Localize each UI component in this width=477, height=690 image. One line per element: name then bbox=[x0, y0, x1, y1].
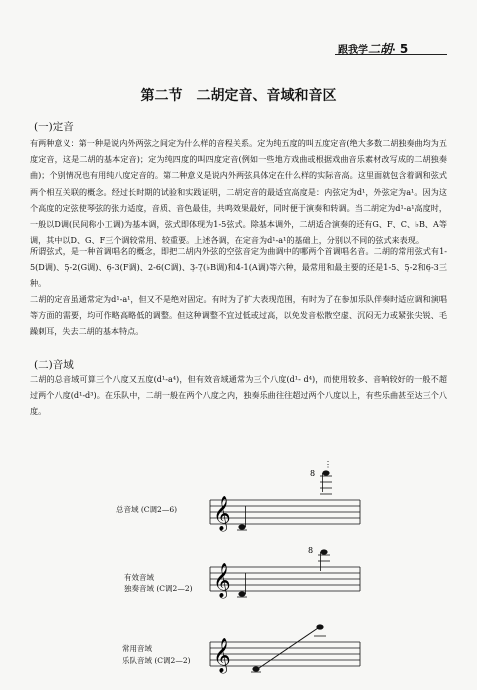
example-label-total-range: 总音域 (C调2—6) bbox=[116, 505, 178, 514]
header-brand: 二胡 bbox=[368, 42, 393, 56]
svg-text:⋮: ⋮ bbox=[324, 460, 332, 469]
header-separator: · bbox=[392, 45, 396, 56]
header-book-name: 跟我学 bbox=[338, 45, 368, 56]
staff-common-range bbox=[200, 618, 380, 688]
subsection-heading-range: (二)音域 bbox=[34, 359, 74, 371]
note-low-d bbox=[238, 591, 245, 596]
note-low-d bbox=[238, 524, 245, 529]
section-title: 第二节 二胡定音、音域和音区 bbox=[140, 88, 337, 104]
subsection-heading-tuning: (一)定音 bbox=[34, 121, 74, 133]
note-high-d bbox=[316, 624, 323, 629]
example-label-solo-range: 独奏音域 (C调2—2) bbox=[124, 584, 193, 593]
paragraph-range: 二胡的总音域可算三个八度又五度(d¹-a⁴)，但有效音域通常为三个八度(d¹- d⁴)，而使用较多、音响较好的一般不超过两个八度(d¹-d³)。在乐队中，二胡一般在两个八度之内，独奏乐曲往往超过两个八度以上，有些乐曲甚至达三个八度。 bbox=[30, 374, 447, 417]
page-number: 5 bbox=[399, 42, 409, 56]
paragraph-tuning-adjustment: 二胡的定音虽通常定为d¹-a¹，但又不是绝对固定。有时为了扩大表现范围，有时为了在参加乐队伴奏时适应调和演唱等方面的需要，均可作略高略低的调整。但这种调整不宜过低或过高，以免发音松散空虚、沉闷无力或紧张尖锐、毛躁刺耳，失去二胡的基本特点。 bbox=[30, 294, 447, 337]
example-label-common-range: 常用音域 bbox=[122, 644, 152, 653]
example-label-orchestra-range: 乐队音域 (C调2—2) bbox=[122, 656, 191, 665]
paragraph-string-modes: 所谓弦式，是一种首调唱名的概念，即把二胡内外弦的空弦音定为曲调中的哪两个首调唱名音。二胡的常用弦式有1-5(D调)、5̣-2(G调)、6̣-3(F调)、2-6(C调)、3̣-7̣(♭B调)和4-1(A调)等六种，最常用和最主要的还是1-5、5̣-2和6̣-3三种。 bbox=[30, 246, 447, 289]
treble-clef-icon: 𝄞 bbox=[213, 638, 231, 673]
example-label-effective-range: 有效音域 bbox=[124, 573, 154, 582]
paragraph-tuning-meaning: 有两种意义：第一种是说内外两弦之间定为什么样的音程关系。定为纯五度的叫五度定音(绝大多数二胡独奏曲均为五度定音，这是二胡的基本定音)；定为纯四度的叫四度定音(例如一些地方戏曲或根据戏曲音乐素材改写成的二胡独奏曲)；个别情况也有用纯八度定音的。第二种意义是说内外两弦具体定在什么样的实际音高。这里面就包含着调和弦式两个相互关联的概念。经过长时期的试验和实践证明，二胡定音的最适宜高度是：内弦定为d¹，外弦定为a¹。因为这个高度的定弦使琴弦的张力适度，音质、音色最佳，共鸣效果最好，同时便于演奏和转调。当二胡定为d¹-a¹高度时，一般以D调(民间称小工调)为基本调，弦式即体现为1-5弦式。除基本调外，二胡适合演奏的还有G、F、C、♭B、A等调，其中以D、G、F三个调较常用、较重要。上述各调，在定音为d¹-a¹的基础上，分别以不同的弦式来表现。 bbox=[30, 138, 447, 246]
staff-effective-range bbox=[200, 545, 380, 615]
note-high-a bbox=[322, 470, 329, 475]
ottava-mark: 8 bbox=[308, 546, 314, 555]
staff-total-range bbox=[200, 460, 380, 550]
header-rule bbox=[335, 54, 447, 55]
ottava-mark: 8 bbox=[310, 469, 316, 478]
treble-clef-icon: 𝄞 bbox=[213, 563, 231, 598]
note-low-d bbox=[252, 666, 259, 671]
note-high-d bbox=[320, 549, 327, 554]
treble-clef-icon: 𝄞 bbox=[213, 496, 231, 531]
